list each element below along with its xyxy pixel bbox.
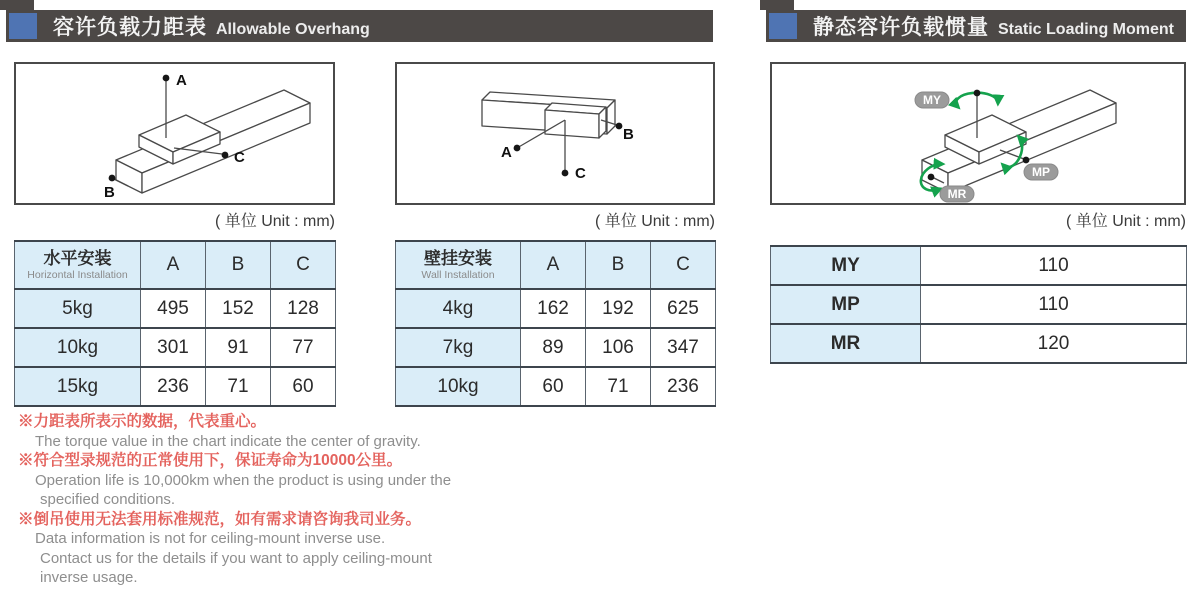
label-a: A [176, 72, 187, 89]
value-c: 347 [651, 328, 716, 367]
col-header-a: A [141, 241, 206, 289]
label-b: B [104, 184, 115, 201]
value-a: 301 [141, 328, 206, 367]
footnotes [18, 412, 658, 588]
table-title-zh: 壁挂安装 [424, 248, 492, 268]
value-c: 60 [271, 367, 336, 406]
note-en: Data information is not for ceiling-mount inverse use. [35, 530, 386, 547]
wall-installation-table [395, 240, 716, 407]
unit-label: ( 单位 Unit : mm) [595, 213, 715, 230]
wall-installation-diagram [395, 62, 715, 205]
allowable-overhang-header [6, 10, 713, 42]
moment-diagram [770, 62, 1186, 205]
value-a: 495 [141, 289, 206, 328]
note-en: specified conditions. [40, 491, 176, 508]
value-c: 625 [651, 289, 716, 328]
value-b: 192 [586, 289, 651, 328]
value-b: 152 [206, 289, 271, 328]
unit-label: ( 单位 Unit : mm) [215, 213, 335, 230]
table-row [15, 367, 336, 406]
wall-rail-drawing-icon [397, 64, 713, 203]
title-en: Static Loading Moment [998, 21, 1174, 38]
note-en: The torque value in the chart indicate the center of gravity. [35, 432, 421, 450]
row-load: 10kg [15, 328, 141, 367]
table-title-cell [396, 241, 521, 289]
value-a: 162 [521, 289, 586, 328]
table-row [771, 324, 1187, 363]
value-a: 89 [521, 328, 586, 367]
row-load: 7kg [396, 328, 521, 367]
value-b: 71 [586, 367, 651, 406]
moment-label: MP [771, 285, 921, 324]
mr-badge: MR [947, 187, 967, 201]
accent-square-icon [9, 13, 37, 39]
row-load: 4kg [396, 289, 521, 328]
value-c: 77 [271, 328, 336, 367]
title-zh: 静态容许负载惯量 [813, 16, 989, 39]
col-header-b: B [206, 241, 271, 289]
value-b: 106 [586, 328, 651, 367]
label-a: A [501, 144, 512, 161]
table-title-en: Wall Installation [421, 268, 495, 281]
table-row [15, 328, 336, 367]
table-row [771, 285, 1187, 324]
my-badge: MY [923, 93, 941, 107]
table-row [396, 328, 716, 367]
table-row [15, 289, 336, 328]
allowable-overhang-title [53, 11, 370, 41]
rail-body [116, 90, 310, 193]
col-header-b: B [586, 241, 651, 289]
table-header-row [396, 241, 716, 289]
horizontal-installation-table [14, 240, 336, 407]
label-c: C [575, 165, 586, 182]
note-en: inverse usage. [40, 569, 138, 586]
table-row [771, 246, 1187, 285]
rail-body [482, 92, 615, 138]
row-load: 15kg [15, 367, 141, 406]
col-header-c: C [271, 241, 336, 289]
mp-badge: MP [1032, 165, 1050, 179]
value-c: 236 [651, 367, 716, 406]
table-header-row [15, 241, 336, 289]
table-row [396, 367, 716, 406]
table-title-en: Horizontal Installation [27, 268, 128, 281]
header-tab-left [0, 0, 34, 10]
moment-label: MY [771, 246, 921, 285]
value-a: 236 [141, 367, 206, 406]
note-en: Operation life is 10,000km when the product is using under the [35, 471, 452, 489]
note-en: Contact us for the details if you want to apply ceiling-mount [40, 549, 432, 567]
moment-rail-drawing-icon [772, 64, 1184, 203]
note-zh: ※符合型录规范的正常使用下，保证寿命为10000公里。 [18, 452, 403, 469]
horizontal-rail-drawing-icon [16, 64, 333, 203]
moment-value: 120 [921, 324, 1187, 363]
value-c: 128 [271, 289, 336, 328]
value-b: 71 [206, 367, 271, 406]
col-header-a: A [521, 241, 586, 289]
table-title-cell [15, 241, 141, 289]
table-title-zh: 水平安装 [43, 248, 112, 268]
unit-label: ( 单位 Unit : mm) [1066, 213, 1186, 230]
accent-square-icon [769, 13, 797, 39]
title-en: Allowable Overhang [216, 21, 370, 38]
row-load: 10kg [396, 367, 521, 406]
value-a: 60 [521, 367, 586, 406]
row-load: 5kg [15, 289, 141, 328]
moment-value: 110 [921, 246, 1187, 285]
static-loading-moment-table [770, 245, 1187, 364]
col-header-c: C [651, 241, 716, 289]
rail-body [922, 90, 1116, 193]
label-c: C [234, 149, 245, 166]
title-zh: 容许负载力距表 [53, 16, 207, 39]
note-zh: ※倒吊使用无法套用标准规范，如有需求请咨询我司业务。 [18, 510, 422, 528]
label-b: B [623, 126, 634, 143]
moment-value: 110 [921, 285, 1187, 324]
value-b: 91 [206, 328, 271, 367]
horizontal-installation-diagram [14, 62, 335, 205]
table-row [396, 289, 716, 328]
moment-label: MR [771, 324, 921, 363]
static-loading-moment-header [766, 10, 1186, 42]
header-tab-right [760, 0, 794, 10]
note-zh: ※力距表所表示的数据，代表重心。 [18, 413, 267, 430]
static-loading-moment-title [813, 11, 1174, 41]
